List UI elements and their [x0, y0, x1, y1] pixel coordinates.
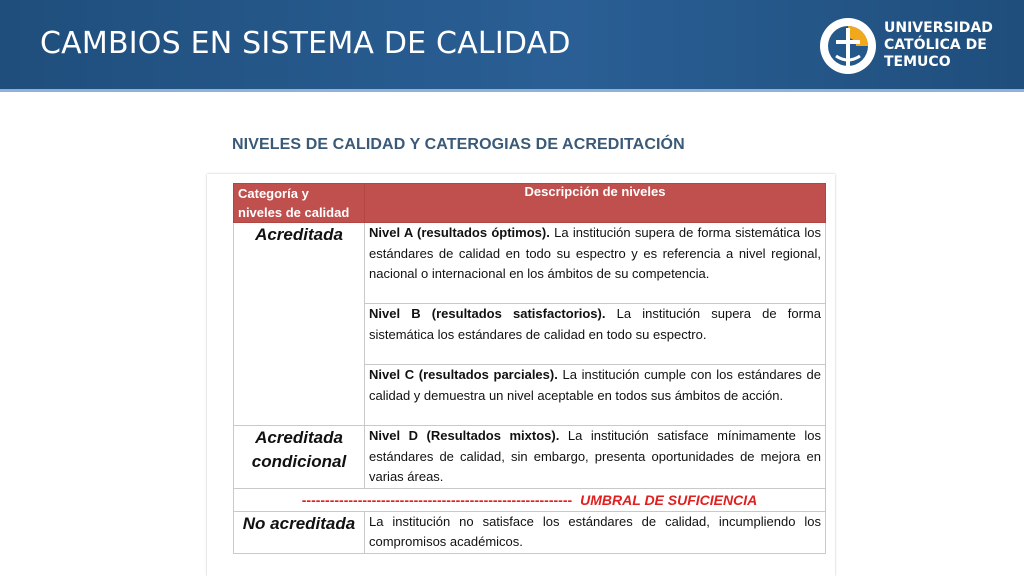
threshold-row	[234, 488, 826, 511]
level-c-text: La institución cumple con los estándares de calidad y demuestra un nivel aceptable en todos sus ámbitos de acción.	[369, 367, 821, 403]
logo-line-2: CATÓLICA DE	[884, 37, 987, 53]
logo-line-3: TEMUCO	[884, 54, 951, 70]
level-a-description	[365, 223, 826, 304]
header-category-line-1: Categoría y	[238, 186, 309, 201]
table-row	[234, 223, 826, 304]
category-acreditada-condicional	[234, 426, 365, 489]
level-d-description	[365, 426, 826, 489]
level-a-text: La institución supera de forma sistemática los estándares de calidad en todo su espectro y es referencia a nivel regional, nacional o internacional en los ámbitos de su competencia.	[369, 225, 821, 281]
table-header-row	[234, 184, 826, 223]
level-a-label: Nivel A (resultados óptimos).	[369, 225, 550, 240]
header-category-line-2: niveles de calidad	[238, 205, 350, 220]
table-row	[234, 426, 826, 489]
logo-line-1: UNIVERSIDAD	[884, 20, 993, 36]
threshold-label: UMBRAL DE SUFICIENCIA	[580, 491, 758, 508]
level-b-label: Nivel B (resultados satisfactorios).	[369, 306, 606, 321]
level-d-label: Nivel D (Resultados mixtos).	[369, 428, 560, 443]
category-line-2: condicional	[251, 452, 347, 471]
level-c-label: Nivel C (resultados parciales).	[369, 367, 558, 382]
category-line-1: Acreditada	[255, 428, 343, 447]
header-category-cell	[234, 184, 365, 223]
accreditation-levels-table	[233, 183, 826, 554]
university-logo-icon	[818, 16, 878, 76]
threshold-dashes: ----------------------------------------------------------	[301, 491, 573, 508]
category-no-acreditada: No acreditada	[234, 511, 365, 553]
no-acreditada-description: La institución no satisface los estándares de calidad, incumpliendo los compromisos académicos.	[365, 511, 826, 553]
table-row	[234, 511, 826, 553]
slide-title: CAMBIOS EN SISTEMA DE CALIDAD	[40, 26, 571, 61]
header-description-cell: Descripción de niveles	[365, 184, 826, 223]
level-b-text: La institución supera de forma sistemática los estándares de calidad en todo su espectro.	[369, 306, 821, 342]
level-d-text: La institución satisface mínimamente los estándares de calidad, sin embargo, presenta oportunidades de mejora en varias áreas.	[369, 428, 821, 484]
level-b-description	[365, 304, 826, 365]
slide-header	[0, 0, 1024, 92]
level-c-description	[365, 365, 826, 426]
document-heading: NIVELES DE CALIDAD Y CATEROGIAS DE ACREDITACIÓN	[232, 136, 685, 153]
university-logo-text	[884, 20, 993, 71]
threshold-cell	[234, 488, 826, 511]
category-acreditada: Acreditada	[234, 223, 365, 426]
